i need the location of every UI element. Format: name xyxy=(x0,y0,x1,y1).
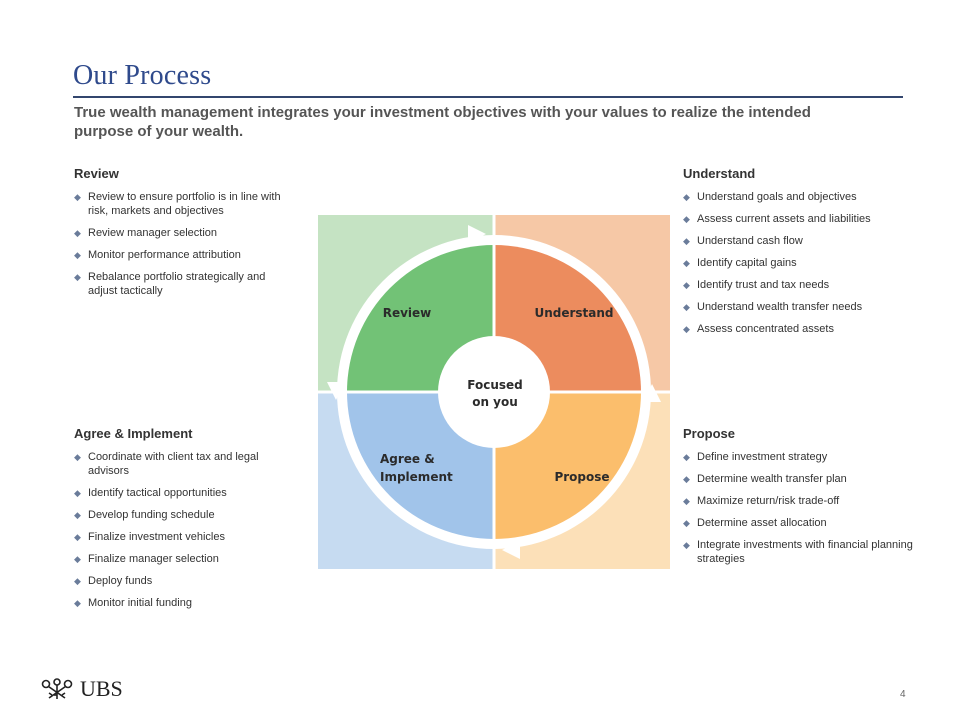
understand-section xyxy=(683,166,913,344)
center-circle xyxy=(438,336,550,448)
agree-implement-list xyxy=(74,450,294,610)
diamond-bullet-icon: ◆ xyxy=(683,324,690,334)
diamond-bullet-icon: ◆ xyxy=(74,250,81,260)
center-label-line1: Focused xyxy=(467,378,523,392)
agree-implement-item: ◆ Monitor initial funding xyxy=(74,597,192,609)
review-item: ◆ Review to ensure portfolio is in line with risk, markets and objectives xyxy=(74,191,281,217)
process-cycle-diagram xyxy=(318,215,670,569)
propose-item: ◆ Determine wealth transfer plan xyxy=(683,473,847,485)
review-item: ◆ Rebalance portfolio strategically and adjust tactically xyxy=(74,271,266,297)
page-number: 4 xyxy=(900,689,906,700)
title-rule xyxy=(73,96,903,98)
agree-segment-label-line2: Implement xyxy=(380,470,453,484)
agree-implement-item: ◆ Deploy funds xyxy=(74,575,153,587)
propose-item: ◆ Define investment strategy xyxy=(683,451,828,463)
understand-item: ◆ Assess current assets and liabilities xyxy=(683,213,871,225)
diamond-bullet-icon: ◆ xyxy=(683,280,690,290)
propose-item: ◆ Determine asset allocation xyxy=(683,517,827,529)
diamond-bullet-icon: ◆ xyxy=(683,302,690,312)
understand-item: ◆ Identify capital gains xyxy=(683,257,797,269)
agree-implement-item: ◆ Identify tactical opportunities xyxy=(74,487,227,499)
understand-item: ◆ Assess concentrated assets xyxy=(683,323,834,335)
agree-implement-item: ◆ Finalize manager selection xyxy=(74,553,219,565)
understand-segment-label: Understand xyxy=(534,306,614,320)
understand-item: ◆ Identify trust and tax needs xyxy=(683,279,830,291)
agree-implement-item: ◆ Develop funding schedule xyxy=(74,509,215,521)
diamond-bullet-icon: ◆ xyxy=(74,554,81,564)
review-item: ◆ Review manager selection xyxy=(74,227,218,239)
propose-section xyxy=(683,426,913,574)
page-subtitle: True wealth management integrates your investment objectives with your values to realize the intended purpose of your wealth. xyxy=(74,104,811,140)
diamond-bullet-icon: ◆ xyxy=(683,474,690,484)
diamond-bullet-icon: ◆ xyxy=(683,192,690,202)
review-list xyxy=(74,190,294,298)
diamond-bullet-icon: ◆ xyxy=(683,452,690,462)
propose-list xyxy=(683,450,913,566)
understand-heading: Understand xyxy=(683,166,756,181)
diamond-bullet-icon: ◆ xyxy=(683,518,690,528)
diamond-bullet-icon: ◆ xyxy=(74,532,81,542)
diamond-bullet-icon: ◆ xyxy=(74,192,81,202)
diamond-bullet-icon: ◆ xyxy=(683,496,690,506)
propose-item: ◆ Maximize return/risk trade-off xyxy=(683,495,840,507)
ubs-keys-icon xyxy=(40,678,74,700)
agree-implement-item: ◆ Coordinate with client tax and legal advisors xyxy=(74,451,259,477)
review-segment-label: Review xyxy=(382,306,432,320)
understand-list xyxy=(683,190,913,336)
diamond-bullet-icon: ◆ xyxy=(74,598,81,608)
review-section xyxy=(74,166,294,306)
ubs-logo xyxy=(40,676,123,702)
diamond-bullet-icon: ◆ xyxy=(74,510,81,520)
understand-item: ◆ Understand wealth transfer needs xyxy=(683,301,863,313)
diamond-bullet-icon: ◆ xyxy=(683,236,690,246)
diamond-bullet-icon: ◆ xyxy=(683,258,690,268)
agree-implement-heading: Agree & Implement xyxy=(74,426,193,441)
understand-item: ◆ Understand cash flow xyxy=(683,235,803,247)
page-title: Our Process xyxy=(73,60,212,91)
propose-heading: Propose xyxy=(683,426,736,441)
review-heading: Review xyxy=(74,166,119,181)
propose-segment-label: Propose xyxy=(554,470,610,484)
diamond-bullet-icon: ◆ xyxy=(74,488,81,498)
center-label-line2: on you xyxy=(472,395,518,409)
propose-item: ◆ Integrate investments with financial planning strategies xyxy=(683,539,913,565)
review-item: ◆ Monitor performance attribution xyxy=(74,249,241,261)
diamond-bullet-icon: ◆ xyxy=(74,228,81,238)
diamond-bullet-icon: ◆ xyxy=(74,452,81,462)
diamond-bullet-icon: ◆ xyxy=(683,540,690,550)
brand-name: UBS xyxy=(80,676,123,701)
agree-segment-label-line1: Agree & xyxy=(380,452,435,466)
diamond-bullet-icon: ◆ xyxy=(74,576,81,586)
agree-implement-item: ◆ Finalize investment vehicles xyxy=(74,531,225,543)
diamond-bullet-icon: ◆ xyxy=(683,214,690,224)
understand-item: ◆ Understand goals and objectives xyxy=(683,191,857,203)
agree-implement-section xyxy=(74,426,294,618)
diamond-bullet-icon: ◆ xyxy=(74,272,81,282)
